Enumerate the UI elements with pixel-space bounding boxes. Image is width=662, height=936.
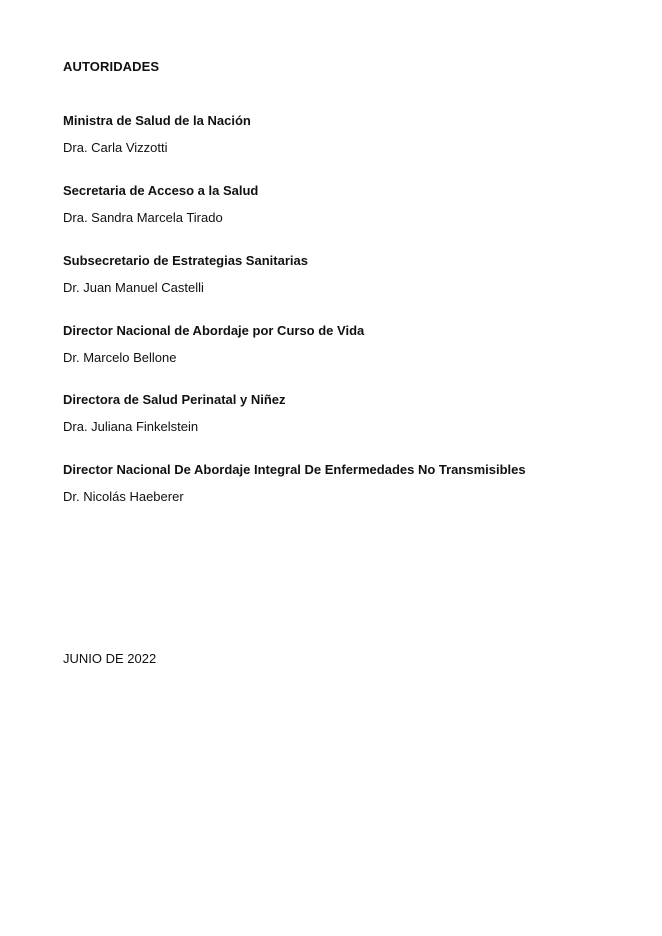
- page-heading: AUTORIDADES: [63, 59, 160, 74]
- authority-entry: [63, 113, 623, 156]
- authority-role: Ministra de Salud de la Nación: [63, 113, 251, 128]
- authority-entry: [63, 183, 623, 226]
- authority-name: Dr. Nicolás Haeberer: [63, 489, 184, 504]
- authority-name: Dra. Sandra Marcela Tirado: [63, 210, 223, 225]
- authority-entry: [63, 253, 623, 296]
- authority-entry: [63, 323, 623, 366]
- authority-role: Director Nacional de Abordaje por Curso de Vida: [63, 323, 365, 338]
- authority-entry: [63, 462, 623, 505]
- authority-name: Dra. Carla Vizzotti: [63, 140, 168, 155]
- authority-role: Directora de Salud Perinatal y Niñez: [63, 392, 286, 407]
- publication-date: JUNIO DE 2022: [63, 651, 157, 666]
- authority-name: Dra. Juliana Finkelstein: [63, 419, 199, 434]
- authority-name: Dr. Marcelo Bellone: [63, 350, 177, 365]
- authority-role: Director Nacional De Abordaje Integral De Enfermedades No Transmisibles: [63, 462, 526, 477]
- authority-name: Dr. Juan Manuel Castelli: [63, 280, 204, 295]
- authority-entry: [63, 392, 623, 435]
- authority-role: Secretaria de Acceso a la Salud: [63, 183, 259, 198]
- authority-role: Subsecretario de Estrategias Sanitarias: [63, 253, 308, 268]
